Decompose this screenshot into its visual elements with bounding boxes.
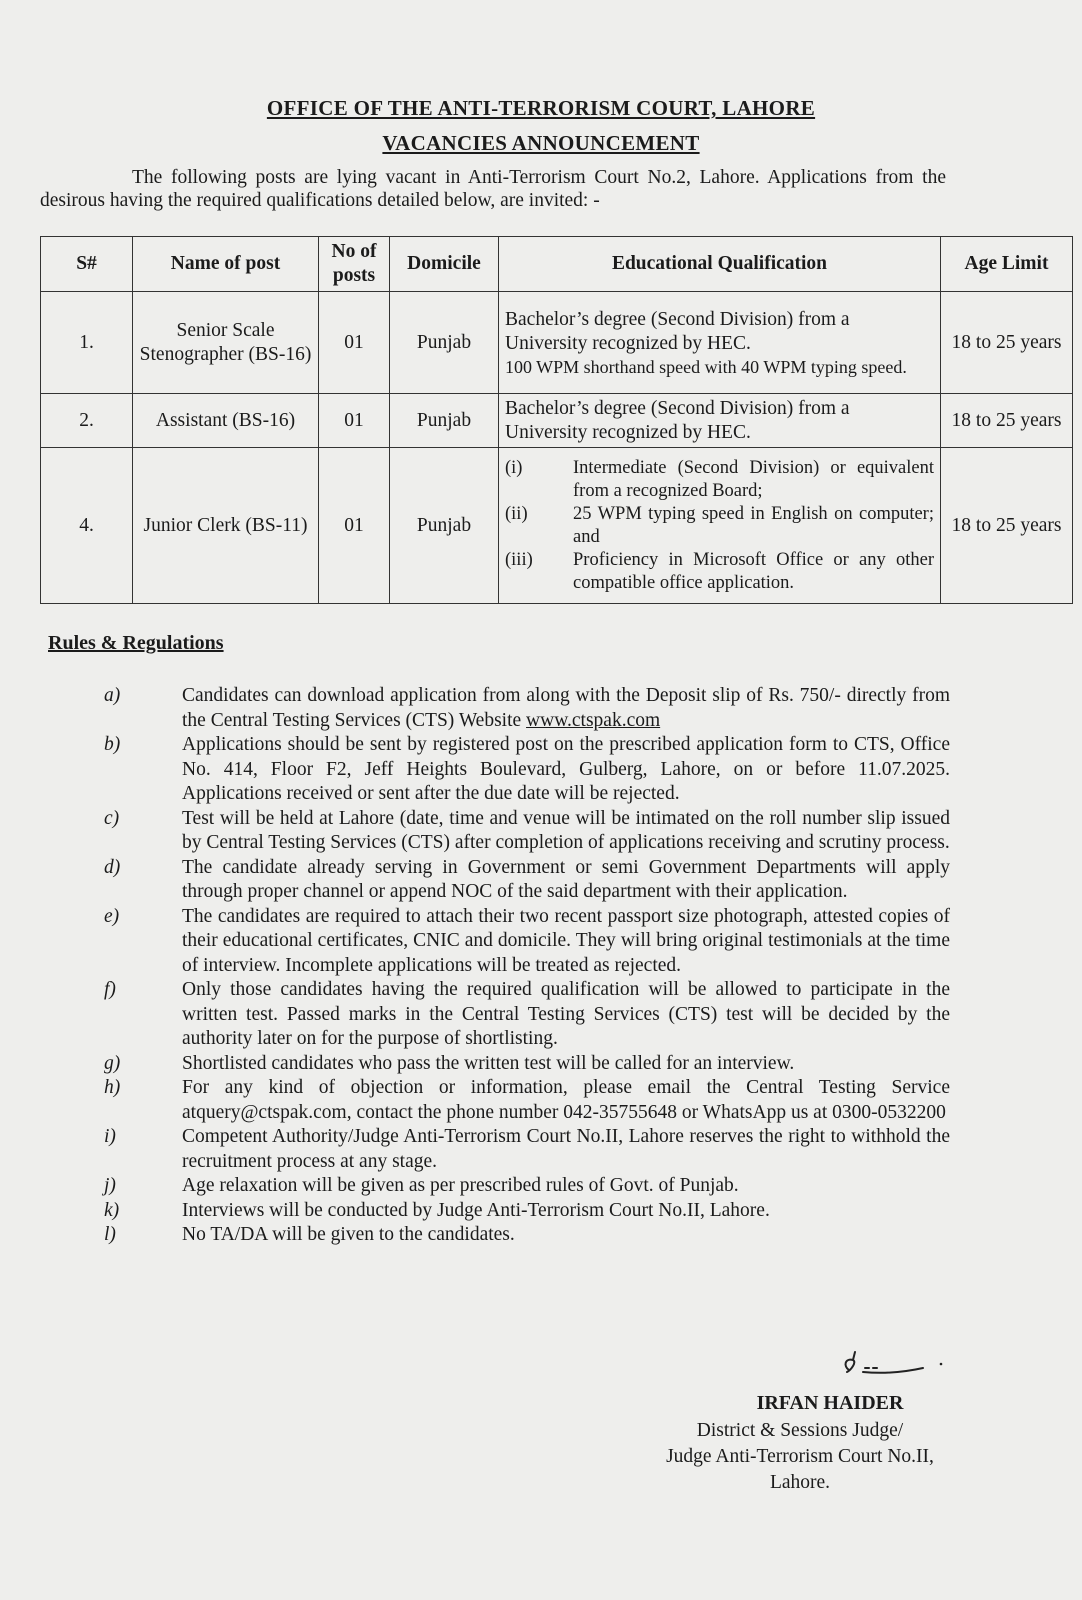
cell-posts-count: 01	[319, 292, 390, 394]
signatory-name: IRFAN HAIDER	[756, 1392, 904, 1414]
rule-text: Competent Authority/Judge Anti-Terrorism Court No.II, Lahore reserves the right to withhold the recruitment process at any stage.	[182, 1126, 950, 1172]
rule-label: c)	[104, 807, 120, 829]
cell-domicile: Punjab	[390, 292, 499, 394]
qualification-item	[505, 457, 934, 503]
qualification-text: Bachelor’s degree (Second Division) from a University recognized by HEC.	[505, 308, 850, 354]
qualification-item-number: (iii)	[505, 549, 533, 570]
rule-text: For any kind of objection or information, please email the Central Testing Service atquery@ctspak.com, contact the phone number 042-35755648 or WhatsApp us at 0300-0532200	[182, 1077, 950, 1123]
office-title: OFFICE OF THE ANTI-TERRORISM COURT, LAHORE	[266, 96, 816, 120]
rule-text: Only those candidates having the required qualification will be allowed to participate in the written test. Passed marks in the Central Testing Services (CTS) test will be decided by the authority later on for the purpose of shortlisting.	[182, 979, 950, 1049]
cell-post: Senior Scale Stenographer (BS-16)	[133, 292, 319, 394]
qualification-item	[505, 503, 934, 549]
header-posts-count: No of posts	[319, 237, 390, 292]
rule-label: b)	[104, 734, 121, 755]
rule-label: j)	[104, 1175, 116, 1196]
cell-posts-count: 01	[319, 448, 390, 604]
cell-domicile: Punjab	[390, 394, 499, 448]
list-item	[100, 733, 950, 807]
vacancies-table	[40, 236, 1073, 604]
rule-text: The candidate already serving in Government or semi Government Departments will apply through proper channel or append NOC of the said department with their application.	[182, 856, 950, 902]
header-sno: S#	[41, 237, 133, 292]
qualification-item-text: 25 WPM typing speed in English on computer; and	[573, 503, 934, 547]
rule-label: g)	[104, 1052, 121, 1074]
cell-sno: 1.	[41, 292, 133, 394]
header-qualification: Educational Qualification	[499, 237, 941, 292]
rule-label: f)	[104, 979, 116, 1000]
list-item	[100, 905, 950, 979]
rule-text: Age relaxation will be given as per prescribed rules of Govt. of Punjab.	[182, 1175, 739, 1196]
table-row	[41, 394, 1073, 448]
rule-text: Applications should be sent by registered post on the prescribed application form to CTS, Office No. 414, Floor F2, Jeff Heights Boulevard, Gulberg, Lahore, on or before 11.07.2025. Applications received or sent after the due date will be rejected.	[182, 734, 950, 804]
list-item	[100, 1174, 950, 1199]
cell-domicile: Punjab	[390, 448, 499, 604]
list-item	[100, 1125, 950, 1174]
list-item	[100, 684, 950, 733]
header-post: Name of post	[133, 237, 319, 292]
qualification-item-number: (ii)	[505, 503, 528, 524]
qualification-item-text: Intermediate (Second Division) or equivalent from a recognized Board;	[573, 457, 934, 501]
list-item	[100, 807, 950, 856]
qualification-item	[505, 549, 934, 595]
qualification-item-number: (i)	[505, 457, 523, 478]
table-row	[41, 448, 1073, 604]
rule-text: The candidates are required to attach their two recent passport size photograph, attested copies of their educational certificates, CNIC and domicile. They will bring original testimonials at the time of interview. Incomplete applications will be treated as rejected.	[182, 905, 950, 976]
rule-label: k)	[104, 1199, 120, 1221]
cell-sno: 2.	[41, 394, 133, 448]
website-link[interactable]: www.ctspak.com	[526, 709, 661, 731]
cell-qualification	[499, 448, 941, 604]
rules-heading: Rules & Regulations	[48, 632, 224, 654]
cell-post: Assistant (BS-16)	[133, 394, 319, 448]
qualification-extra: 100 WPM shorthand speed with 40 WPM typing speed.	[505, 356, 907, 377]
cell-age: 18 to 25 years	[941, 394, 1073, 448]
intro-text: The following posts are lying vacant in Anti-Terrorism Court No.2, Lahore. Applications from the desirous having the required qualifications detailed below, are invited: -	[40, 167, 946, 211]
list-item	[100, 856, 950, 905]
rule-label: h)	[104, 1077, 121, 1098]
rule-text: Candidates can download application from along with the Deposit slip of Rs. 750/- directly from the Central Testing Services (CTS) Website www.ctspak.com	[182, 685, 950, 731]
cell-age: 18 to 25 years	[941, 292, 1073, 394]
rule-text: Interviews will be conducted by Judge Anti-Terrorism Court No.II, Lahore.	[182, 1199, 770, 1221]
intro-paragraph	[40, 166, 946, 212]
rule-label: l)	[104, 1224, 116, 1245]
rules-list	[100, 684, 950, 1248]
header-domicile: Domicile	[390, 237, 499, 292]
cell-qualification	[499, 292, 941, 394]
list-item	[100, 1076, 950, 1125]
rule-label: d)	[104, 856, 121, 878]
table-header-row	[41, 237, 1073, 292]
rule-label: i)	[104, 1126, 116, 1147]
cell-qualification: Bachelor’s degree (Second Division) from a University recognized by HEC.	[499, 394, 941, 448]
rule-label: a)	[104, 685, 121, 706]
cell-age: 18 to 25 years	[941, 448, 1073, 604]
list-item	[100, 1199, 950, 1224]
table-row	[41, 292, 1073, 394]
cell-posts-count: 01	[319, 394, 390, 448]
list-item	[100, 978, 950, 1052]
rule-text: Test will be held at Lahore (date, time and venue will be intimated on the roll number slip issued by Central Testing Services (CTS) after completion of applications receiving and scrutiny process.	[182, 807, 950, 853]
qualification-item-text: Proficiency in Microsoft Office or any other compatible office application.	[573, 549, 934, 593]
signatory-designation: District & Sessions Judge/	[696, 1420, 904, 1441]
signature-mark	[835, 1348, 955, 1378]
announcement-title: VACANCIES ANNOUNCEMENT	[382, 131, 700, 155]
rule-text: Shortlisted candidates who pass the written test will be called for an interview.	[182, 1052, 795, 1074]
rule-label: e)	[104, 905, 120, 927]
rule-text: No TA/DA will be given to the candidates.	[182, 1224, 515, 1245]
signatory-city: Lahore.	[769, 1472, 831, 1493]
list-item	[100, 1052, 950, 1077]
list-item	[100, 1223, 950, 1248]
cell-post: Junior Clerk (BS-11)	[133, 448, 319, 604]
header-age: Age Limit	[941, 237, 1073, 292]
signatory-court: Judge Anti-Terrorism Court No.II,	[666, 1446, 934, 1467]
cell-sno: 4.	[41, 448, 133, 604]
